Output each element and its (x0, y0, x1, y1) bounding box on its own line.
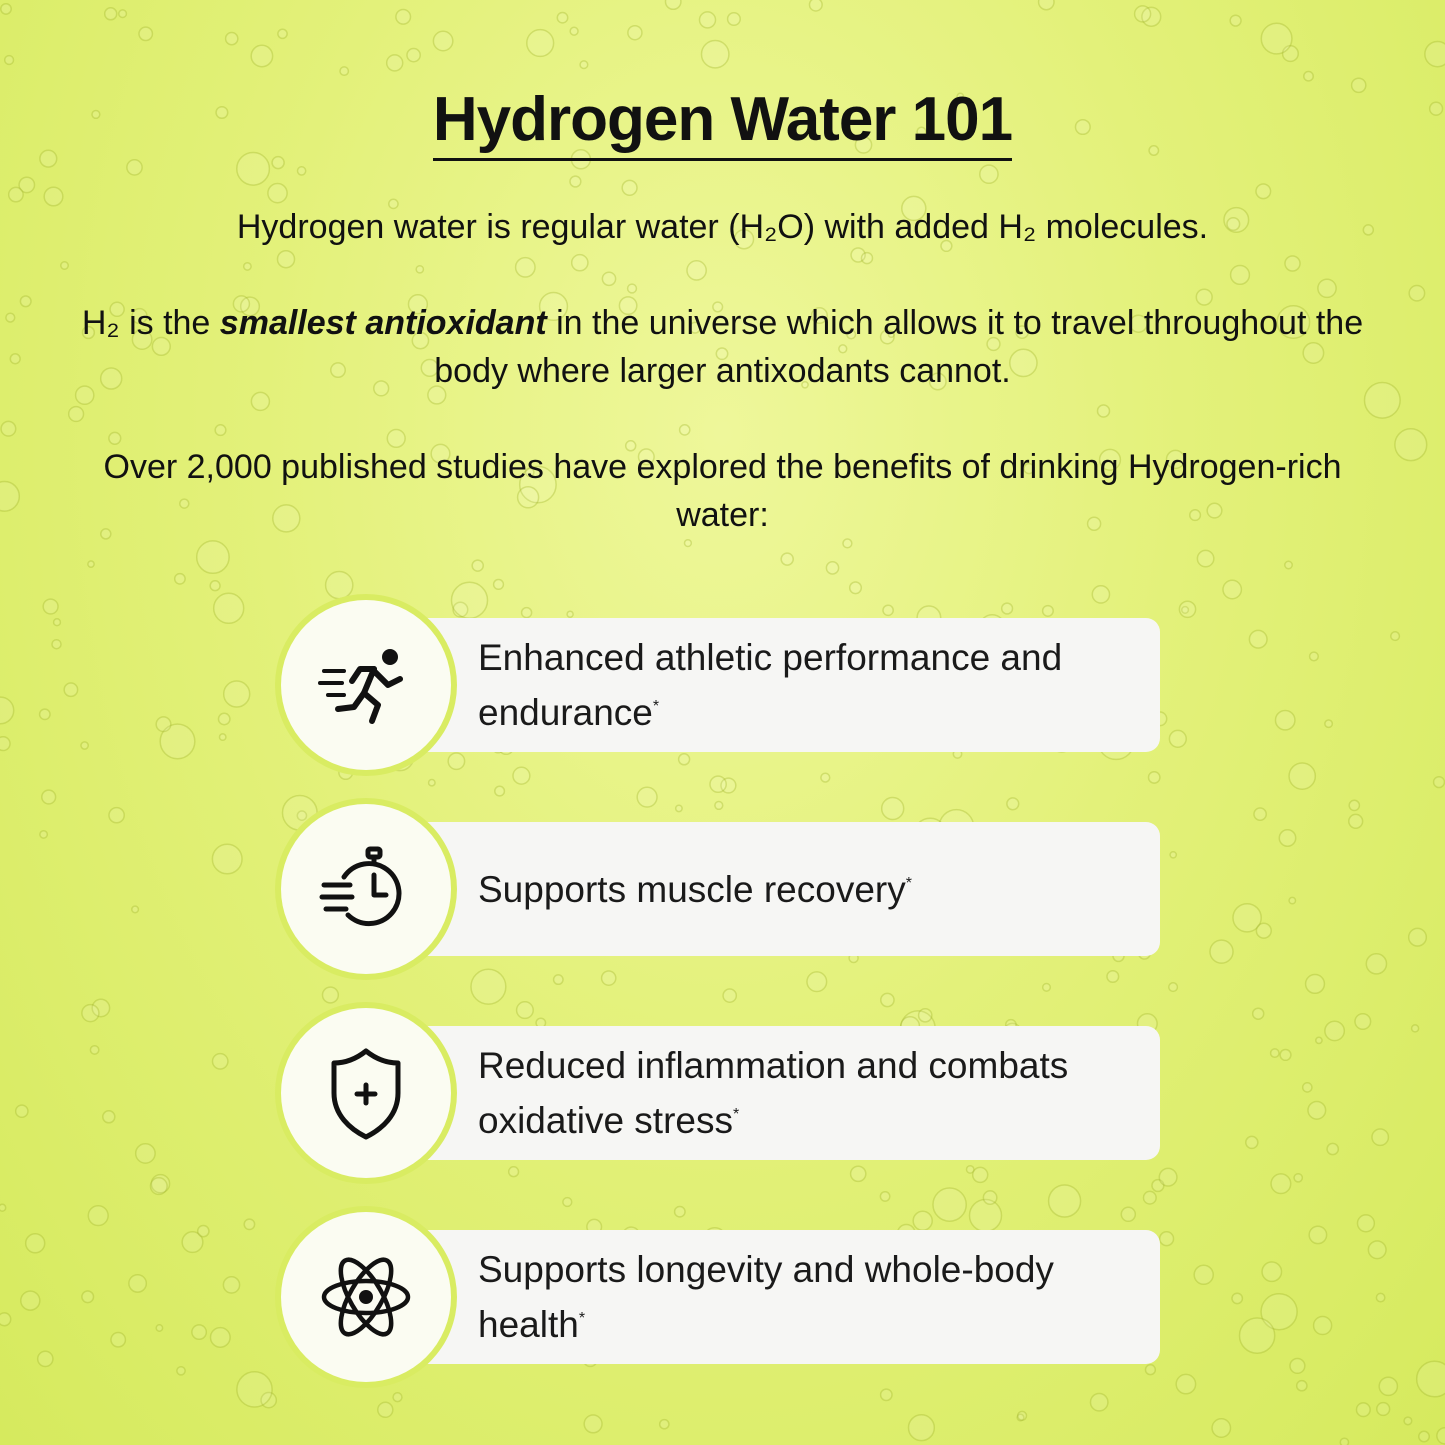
benefit-label: Reduced inflammation and combats oxidative stress* (478, 1045, 1069, 1141)
running-person-icon (316, 635, 416, 735)
benefit-card-3 (400, 1026, 1160, 1160)
benefit-card-1 (400, 618, 1160, 752)
benefit-icon-circle-2 (281, 804, 451, 974)
benefit-icon-circle-4 (281, 1212, 451, 1382)
intro-paragraph-3: Over 2,000 published studies have explored the benefits of drinking Hydrogen-rich water: (103, 448, 1342, 534)
benefit-card-4 (400, 1230, 1160, 1364)
intro-paragraph-2: H₂ is the smallest antioxidant in the universe which allows it to travel throughout the body where larger antixodants cannot. (81, 304, 1364, 390)
benefit-icon-circle-3 (281, 1008, 451, 1178)
emphasis-text: smallest antioxidant (219, 304, 547, 342)
page-title: Hydrogen Water 101 (0, 84, 1445, 161)
benefit-icon-circle-1 (281, 600, 451, 770)
atom-icon (316, 1247, 416, 1347)
benefit-card-2 (400, 822, 1160, 956)
benefit-label: Supports longevity and whole-body health* (478, 1249, 1054, 1345)
intro-paragraph-1: Hydrogen water is regular water (H₂O) with added H₂ molecules. (236, 208, 1209, 246)
stopwatch-icon (316, 839, 416, 939)
benefit-label: Enhanced athletic performance and endurance* (478, 637, 1063, 733)
benefit-label: Supports muscle recovery* (478, 868, 912, 910)
shield-plus-icon (316, 1043, 416, 1143)
